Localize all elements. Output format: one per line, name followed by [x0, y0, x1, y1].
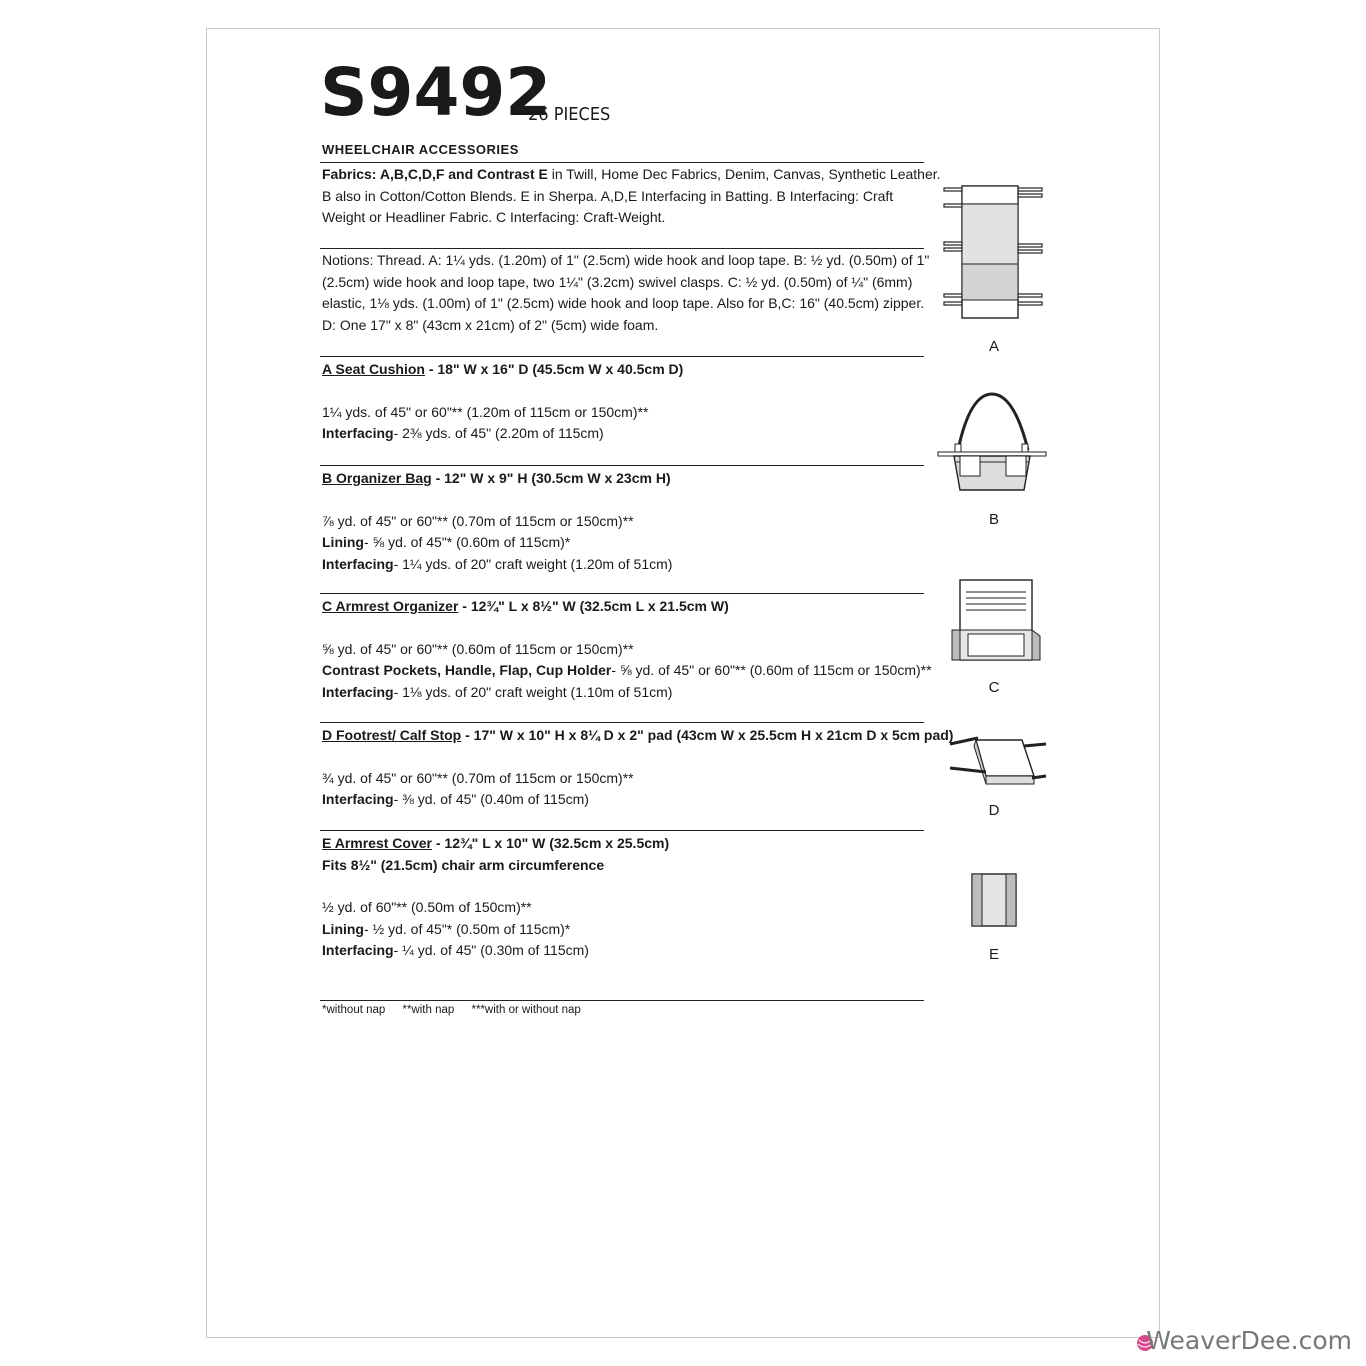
pattern-subtitle: WHEELCHAIR ACCESSORIES — [322, 142, 519, 157]
armrest-cover-illustration — [968, 872, 1020, 928]
divider — [320, 1000, 924, 1001]
yardage-line: Interfacing- ⅜ yd. of 45" (0.40m of 115cm) — [322, 791, 589, 807]
yardage-line: ⅞ yd. of 45" or 60"** (0.70m of 115cm or 150cm)** — [322, 512, 634, 529]
notions-text: elastic, 1⅛ yds. (1.00m) of 1" (2.5cm) wide hook and loop tape. Also for B,C: 16" (40.5cm) zipper. — [322, 295, 925, 311]
view-dimensions: - 18" W x 16" D (45.5cm W x 40.5cm D) — [424, 361, 684, 377]
view-name: A Seat Cushion — [322, 361, 425, 377]
divider — [320, 830, 924, 831]
figure-label-a: A — [988, 338, 999, 355]
yardage-line: ½ yd. of 60"** (0.50m of 150cm)** — [322, 899, 532, 915]
organizer-bag-illustration — [936, 390, 1048, 496]
notions-text: (2.5cm) wide hook and loop tape, two 1¼" (3.2cm) swivel clasps. C: ½ yd. (0.50m) of ¼" (6mm) — [322, 273, 913, 290]
divider — [320, 162, 924, 163]
view-d-section — [322, 725, 954, 811]
fabrics-heading: Fabrics: A,B,C,D,F and Contrast E — [322, 166, 548, 182]
view-name: D Footrest/ Calf Stop — [322, 727, 462, 743]
divider — [320, 356, 924, 357]
footnote: *without nap — [322, 1004, 386, 1016]
piece-count: 26 PIECES — [528, 104, 611, 125]
yardage-line: ¾ yd. of 45" or 60"** (0.70m of 115cm or 150cm)** — [322, 769, 634, 786]
footnote: ***with or without nap — [471, 1004, 581, 1016]
pattern-number: S9492 — [320, 54, 552, 131]
notions-text: Notions: Thread. A: 1¼ yds. (1.20m) of 1" (2.5cm) wide hook and loop tape. B: ½ yd. (0.50m) of 1" — [322, 252, 930, 268]
yardage-line: Interfacing- 1¼ yds. of 20" craft weight (1.20m of 51cm) — [322, 555, 673, 572]
view-a-section — [322, 359, 922, 445]
view-b-section — [322, 468, 922, 575]
fabrics-text: B also in Cotton/Cotton Blends. E in Sherpa. A,D,E Interfacing in Batting. B Interfacing: Craft — [322, 187, 894, 204]
view-dimensions: - 12¾" L x 10" W (32.5cm x 25.5cm) — [431, 835, 670, 851]
figure-label-e: E — [988, 946, 999, 963]
nap-footnotes — [322, 1004, 595, 1016]
divider — [320, 465, 924, 466]
figure-label-d: D — [988, 802, 1000, 819]
yardage-line: Interfacing- 1⅛ yds. of 20" craft weight (1.10m of 51cm) — [322, 683, 673, 700]
fabrics-section — [322, 164, 941, 229]
armrest-organizer-illustration — [948, 574, 1044, 666]
yardage-line: Interfacing- 2⅜ yds. of 45" (2.20m of 115cm) — [322, 425, 604, 441]
yardage-line: Lining- ½ yd. of 45"* (0.50m of 115cm)* — [322, 920, 571, 937]
view-name: E Armrest Cover — [322, 835, 432, 851]
view-e-section — [322, 833, 922, 962]
view-name: B Organizer Bag — [322, 470, 432, 486]
fabrics-text: in Twill, Home Dec Fabrics, Denim, Canvas, Synthetic Leather. — [547, 166, 941, 182]
fabrics-text: Weight or Headliner Fabric. C Interfacing: Craft-Weight. — [322, 209, 666, 225]
notions-text: D: One 17" x 8" (43cm x 21cm) of 2" (5cm) wide foam. — [322, 316, 659, 333]
yardage-line: Interfacing- ¼ yd. of 45" (0.30m of 115cm) — [322, 942, 589, 958]
view-dimensions: - 12" W x 9" H (30.5cm W x 23cm H) — [431, 470, 671, 486]
figure-label-b: B — [988, 511, 999, 528]
footrest-illustration — [946, 732, 1050, 792]
brand-watermark: WeaverDee.com — [1146, 1326, 1352, 1355]
yardage-line: 1¼ yds. of 45" or 60"** (1.20m of 115cm or 150cm)** — [322, 403, 649, 420]
yardage-line: Lining- ⅝ yd. of 45"* (0.60m of 115cm)* — [322, 534, 571, 550]
footnote: **with nap — [402, 1004, 455, 1016]
view-dimensions: - 12¾" L x 8½" W (32.5cm L x 21.5cm W) — [458, 598, 729, 614]
seat-cushion-illustration — [938, 182, 1048, 322]
view-dimensions: - 17" W x 10" H x 8¼ D x 2" pad (43cm W x 25.5cm H x 21cm D x 5cm pad) — [461, 727, 954, 743]
divider — [320, 248, 924, 249]
view-extra-note: Fits 8½" (21.5cm) chair arm circumference — [322, 856, 605, 873]
yardage-line: ⅝ yd. of 45" or 60"** (0.60m of 115cm or 150cm)** — [322, 640, 634, 657]
view-c-section — [322, 596, 932, 703]
figure-label-c: C — [988, 679, 1000, 696]
view-name: C Armrest Organizer — [322, 598, 459, 614]
divider — [320, 722, 924, 723]
yardage-line: Contrast Pockets, Handle, Flap, Cup Holder- ⅝ yd. of 45" or 60"** (0.60m of 115cm or 150cm)** — [322, 662, 932, 678]
notions-section — [322, 250, 930, 336]
divider — [320, 593, 924, 594]
